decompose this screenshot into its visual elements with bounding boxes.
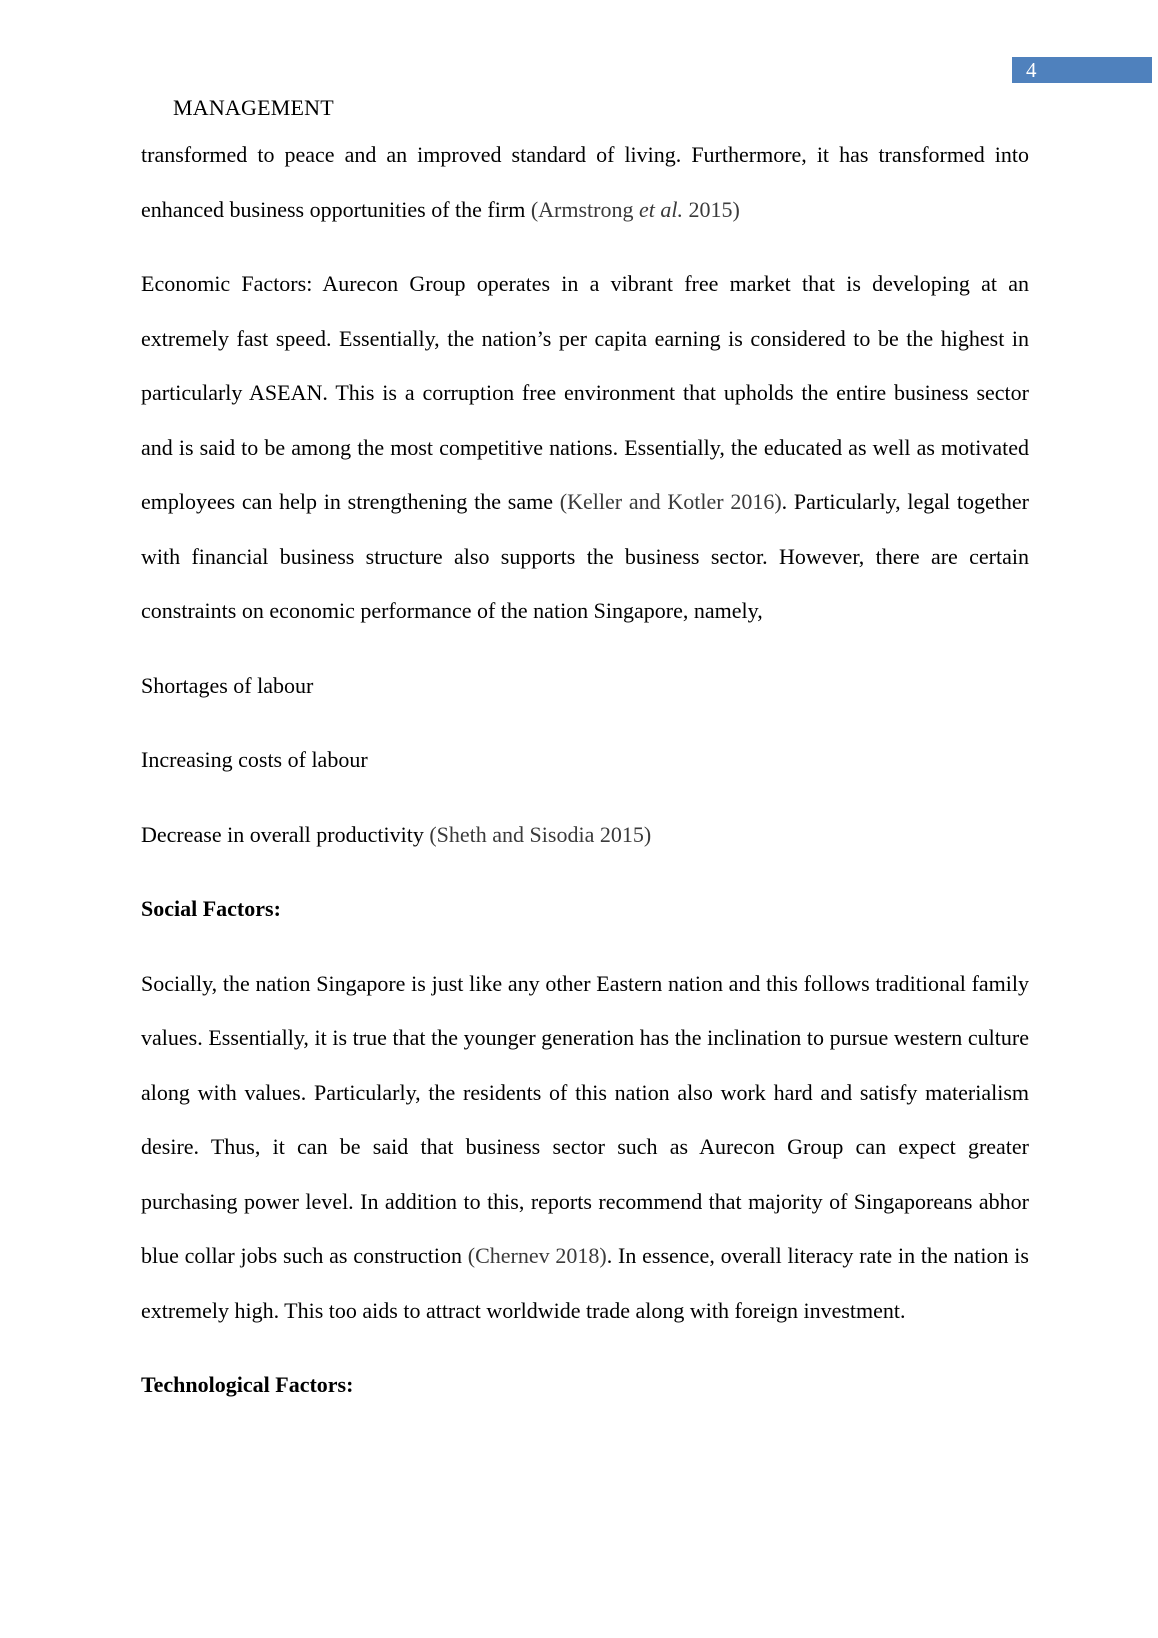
heading-social-factors: Social Factors:	[141, 896, 281, 921]
paragraph-text: . Particularly, legal together with financial business structure also supports the business sector. However, there are certain constraints on economic performance of the nation Singapore, namely,	[141, 489, 1029, 623]
paragraph-text: Decrease in overall productivity	[141, 821, 430, 847]
citation-keller-kotler: (Keller and Kotler 2016)	[559, 489, 782, 514]
running-head: MANAGEMENT	[173, 95, 334, 120]
list-item-labour-costs: Increasing costs of labour	[141, 747, 368, 772]
citation-chernev: (Chernev 2018)	[467, 1243, 607, 1268]
paragraph-text: Socially, the nation Singapore is just like any other Eastern nation and this follows traditional family values. Essentially, it is true that the younger generation has the inclination to pursue western culture along with values. Particularly, the residents of this nation also work hard and satisfy materialism desire. Thus, it can be said that business sector such as Aurecon Group can expect greater purchasing power level. In addition to this, reports recommend that majority of Singaporeans abhor blue collar jobs such as construction	[141, 970, 1029, 1268]
paragraph-text: . In essence, overall literacy rate in the nation is extremely high. This too aids to attract worldwide trade along with foreign investment.	[141, 1243, 1029, 1323]
paragraph-economic-factors	[141, 257, 1029, 639]
page-number: 4	[1012, 57, 1152, 83]
paragraph-social-factors	[141, 957, 1029, 1339]
paragraph-text: Economic Factors: Aurecon Group operates in a vibrant free market that is developing at an extremely fast speed. Essentially, the nation’s per capita earning is considered to be the highest in particularly ASEAN. This is a corruption free environment that upholds the entire business sector and is said to be among the most competitive nations. Essentially, the educated as well as motivated employees can help in strengthening the same	[141, 271, 1029, 514]
paragraph-continuation	[141, 128, 1029, 237]
citation-sheth-sisodia: (Sheth and Sisodia 2015)	[429, 821, 652, 847]
list-item-labour-shortage: Shortages of labour	[141, 672, 314, 698]
list-item-productivity	[141, 808, 1029, 863]
document-body	[141, 128, 1029, 1433]
heading-technological-factors: Technological Factors:	[141, 1372, 354, 1397]
citation-armstrong: (Armstrong et al. 2015)	[530, 196, 740, 222]
paragraph-text: transformed to peace and an improved standard of living. Furthermore, it has transformed into enhanced business opportunities of the firm	[141, 142, 1029, 222]
